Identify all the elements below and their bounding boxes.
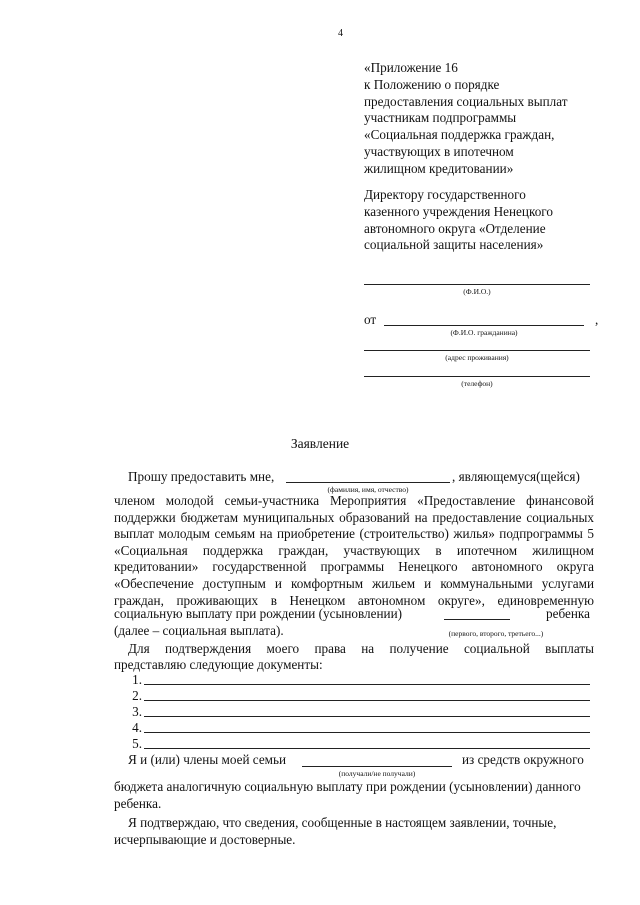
addressee-block xyxy=(364,187,553,254)
director-fio-line[interactable] xyxy=(364,284,590,285)
child-order-line[interactable] xyxy=(444,619,510,620)
paragraph-line: «Обеспечение доступным и комфортным жильем и коммунальными услугами xyxy=(114,575,594,591)
citizen-fio-caption: (Ф.И.О. гражданина) xyxy=(450,328,518,337)
document-title: Заявление xyxy=(290,436,350,451)
page-number: 4 xyxy=(338,28,343,39)
family-start: Я и (или) члены моей семьи xyxy=(128,752,287,767)
family-end: из средств окружного xyxy=(462,752,584,767)
document-number: 5. xyxy=(132,736,142,751)
paragraph-line: «Социальная поддержка граждан, участвующих в ипотечном жилищном xyxy=(114,542,594,558)
document-line[interactable] xyxy=(144,732,590,733)
document-line[interactable] xyxy=(144,700,590,701)
address-line[interactable] xyxy=(364,350,590,351)
confirm-line2: исчерпывающие и достоверные. xyxy=(114,832,296,847)
family-line2: бюджета аналогичную социальную выплату при рождении (усыновлении) данного xyxy=(114,779,581,794)
request-paragraph xyxy=(114,493,594,609)
documents-intro xyxy=(128,641,594,658)
request-start: Прошу предоставить мне, xyxy=(128,469,275,484)
request-line8-start: социальную выплату при рождении (усыновлении) xyxy=(114,606,403,621)
document-line[interactable] xyxy=(144,716,590,717)
document-number: 2. xyxy=(132,688,142,703)
request-line8-end: ребенка xyxy=(546,606,590,621)
from-label: от xyxy=(364,312,377,327)
document-number: 4. xyxy=(132,720,142,735)
paragraph-line: поддержки бюджетам муниципальных образований на предоставление социальных xyxy=(114,509,594,525)
paragraph-line: Для подтверждения моего права на получение социальной выплаты xyxy=(128,641,594,656)
address-caption: (адрес проживания) xyxy=(445,353,509,362)
appendix-line: предоставления социальных выплат xyxy=(364,93,568,109)
appendix-header xyxy=(364,60,568,178)
addressee-line: казенного учреждения Ненецкого xyxy=(364,203,553,219)
appendix-line: к Положению о порядке xyxy=(364,76,500,92)
document-line[interactable] xyxy=(144,684,590,685)
documents-intro-2: представляю следующие документы: xyxy=(114,657,323,672)
request-line9: (далее – социальная выплата). xyxy=(114,623,284,638)
appendix-line: «Социальная поддержка граждан, xyxy=(364,127,555,143)
comma: , xyxy=(595,312,599,327)
child-order-caption: (первого, второго, третьего...) xyxy=(448,629,544,638)
phone-caption: (телефон) xyxy=(461,379,493,388)
appendix-line: участникам подпрограммы xyxy=(364,110,517,126)
phone-line[interactable] xyxy=(364,376,590,377)
appendix-line: «Приложение 16 xyxy=(364,60,458,75)
document-line[interactable] xyxy=(144,748,590,749)
paragraph-line: граждан, проживающих в Ненецком автономном округе», единовременную xyxy=(114,592,594,608)
paragraph-line: членом молодой семьи-участника Мероприятия «Предоставление финансовой xyxy=(114,493,594,508)
citizen-fio-line[interactable] xyxy=(384,325,584,326)
addressee-line: Директору государственного xyxy=(364,187,526,202)
document-number: 1. xyxy=(132,672,142,687)
family-line3: ребенка. xyxy=(114,796,162,811)
document-number: 3. xyxy=(132,704,142,719)
received-line[interactable] xyxy=(302,766,452,767)
request-end: , являющемуся(щейся) xyxy=(452,469,580,484)
paragraph-line: кредитовании» государственной программы Ненецкого автономного округа xyxy=(114,559,594,575)
appendix-line: участвующих в ипотечном xyxy=(364,143,514,159)
confirm-line1: Я подтверждаю, что сведения, сообщенные в настоящем заявлении, точные, xyxy=(128,815,557,830)
fio-caption: (Ф.И.О.) xyxy=(463,287,491,296)
addressee-line: социальной защиты населения» xyxy=(364,237,544,253)
appendix-line: жилищном кредитовании» xyxy=(364,160,514,176)
applicant-name-line[interactable] xyxy=(286,482,450,483)
paragraph-line: выплат молодым семьям на приобретение (строительство) жилья» подпрограммы 5 xyxy=(114,526,594,542)
surname-caption: (фамилия, имя, отчество) xyxy=(327,485,409,494)
receive-caption: (получали/не получали) xyxy=(338,769,416,778)
addressee-line: автономного округа «Отделение xyxy=(364,220,546,236)
